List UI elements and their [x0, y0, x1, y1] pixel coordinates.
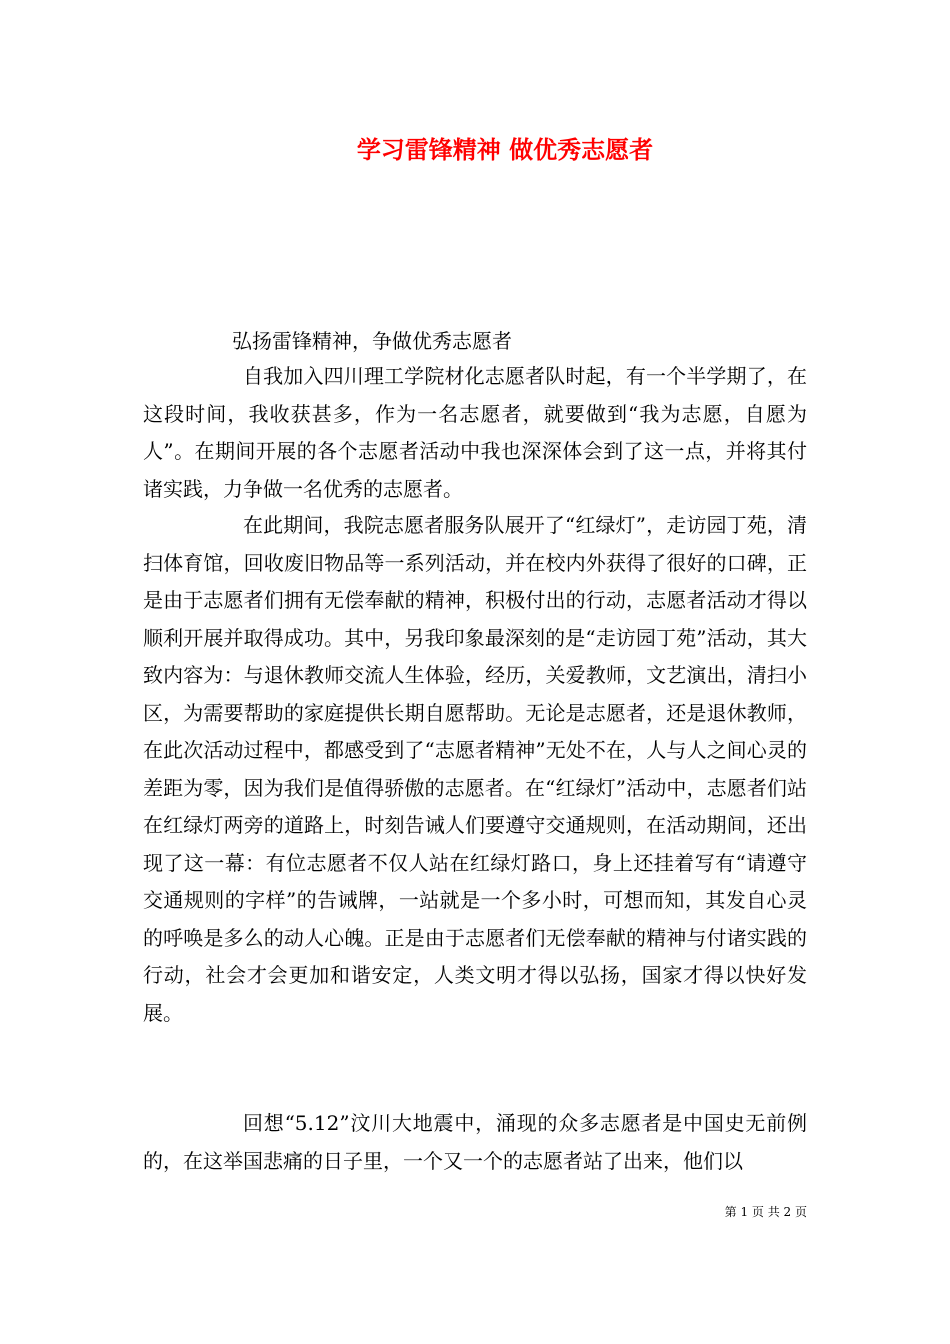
- paragraph-1: 自我加入四川理工学院材化志愿者队时起，有一个半学期了，在这段时间，我收获甚多，作为一名志愿者，就要做到“我为志愿，自愿为人”。在期间开展的各个志愿者活动中我也深深体会到了这一点，并将其付诸实践，力争做一名优秀的志愿者。: [143, 364, 807, 501]
- document-title: 学习雷锋精神 做优秀志愿者: [356, 136, 654, 164]
- page-number-footer: 第 1 页 共 2 页: [724, 1205, 807, 1219]
- document-subtitle: 弘扬雷锋精神，争做优秀志愿者: [232, 329, 512, 353]
- paragraph-2: 在此期间，我院志愿者服务队展开了“红绿灯”，走访园丁苑，清扫体育馆，回收废旧物品等一系列活动，并在校内外获得了很好的口碑，正是由于志愿者们拥有无偿奉献的精神，积极付出的行动，志愿者活动才得以顺利开展并取得成功。其中，另我印象最深刻的是“走访园丁苑”活动，其大致内容为：与退休教师交流人生体验，经历，关爱教师，文艺演出，清扫小区，为需要帮助的家庭提供长期自愿帮助。无论是志愿者，还是退休教师，在此次活动过程中，都感受到了“志愿者精神”无处不在，人与人之间心灵的差距为零，因为我们是值得骄傲的志愿者。在“红绿灯”活动中，志愿者们站在红绿灯两旁的道路上，时刻告诫人们要遵守交通规则，在活动期间，还出现了这一幕：有位志愿者不仅人站在红绿灯路口，身上还挂着写有“请遵守交通规则的字样”的告诫牌，一站就是一个多小时，可想而知，其发自心灵的呼唤是多么的动人心魄。正是由于志愿者们无偿奉献的精神与付诸实践的行动，社会才会更加和谐安定，人类文明才得以弘扬，国家才得以快好发展。: [143, 513, 807, 1025]
- paragraph-3: 回想“5.12”汶川大地震中，涌现的众多志愿者是中国史无前例的，在这举国悲痛的日子里，一个又一个的志愿者站了出来，他们以: [143, 1111, 807, 1173]
